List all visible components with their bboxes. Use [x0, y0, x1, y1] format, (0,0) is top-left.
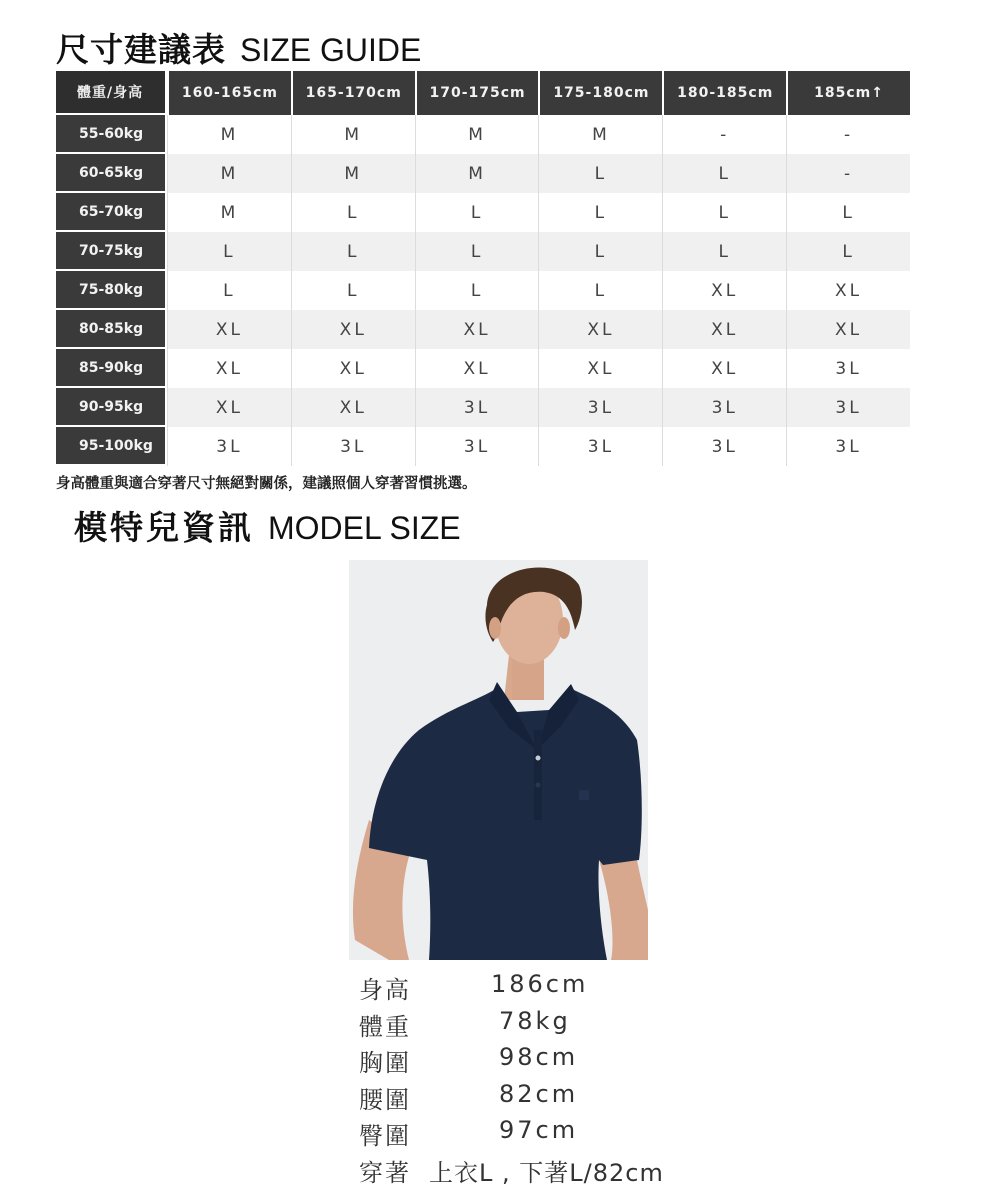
spec-row [359, 968, 679, 1005]
size-cell: L [538, 154, 662, 193]
column-header: 165-170cm [291, 71, 415, 115]
column-header: 185cm↑ [786, 71, 910, 115]
model-title-zh: 模特兒資訊 [74, 508, 254, 547]
column-header: 180-185cm [662, 71, 786, 115]
size-cell: M [291, 154, 415, 193]
model-photo [349, 560, 648, 960]
size-cell: L [538, 271, 662, 310]
size-cell: - [786, 115, 910, 154]
row-weight-label: 70-75kg [56, 232, 167, 271]
table-row [56, 388, 910, 427]
size-cell: 3L [415, 388, 539, 427]
table-row [56, 232, 910, 271]
row-weight-label: 90-95kg [56, 388, 167, 427]
column-header: 160-165cm [167, 71, 291, 115]
size-cell: - [786, 154, 910, 193]
table-row [56, 115, 910, 154]
size-cell: XL [291, 388, 415, 427]
size-cell: XL [786, 271, 910, 310]
size-table-header [56, 71, 910, 115]
model-title [74, 502, 461, 549]
spec-label: 體重 [359, 1012, 411, 1041]
size-cell: L [415, 271, 539, 310]
row-weight-label: 80-85kg [56, 310, 167, 349]
table-row [56, 310, 910, 349]
size-cell: XL [538, 310, 662, 349]
size-cell: L [662, 193, 786, 232]
size-cell: L [167, 271, 291, 310]
spec-label: 胸圍 [359, 1049, 411, 1077]
size-cell: XL [291, 349, 415, 388]
size-table [56, 71, 910, 466]
size-cell: L [167, 232, 291, 271]
size-cell: XL [415, 310, 539, 349]
size-cell: M [415, 154, 539, 193]
spec-row [359, 1114, 679, 1151]
size-guide-title [56, 24, 421, 71]
size-cell: 3L [538, 388, 662, 427]
size-table-body [56, 115, 910, 466]
size-cell: XL [291, 310, 415, 349]
size-cell: 3L [291, 427, 415, 466]
row-weight-label: 75-80kg [56, 271, 167, 310]
size-cell: XL [167, 349, 291, 388]
size-cell: XL [786, 310, 910, 349]
size-cell: L [291, 232, 415, 271]
column-header: 170-175cm [415, 71, 539, 115]
size-cell: L [786, 232, 910, 271]
spec-value: 82cm [499, 1079, 579, 1108]
corner-label: 體重/身高 [56, 71, 167, 115]
size-cell: XL [167, 310, 291, 349]
size-cell: L [662, 154, 786, 193]
size-cell: L [538, 232, 662, 271]
size-cell: XL [662, 349, 786, 388]
spec-value: 186cm [491, 970, 589, 998]
size-cell: L [291, 193, 415, 232]
spec-label: 臀圍 [359, 1122, 411, 1150]
spec-label: 身高 [359, 976, 411, 1004]
wear-value: 上衣L , 下著L/82cm [429, 1158, 664, 1187]
spec-row [359, 1005, 679, 1042]
size-cell: L [291, 271, 415, 310]
size-cell: M [167, 115, 291, 154]
spec-value: 98cm [499, 1043, 579, 1071]
table-row [56, 427, 910, 466]
size-cell: 3L [167, 427, 291, 466]
size-cell: 3L [786, 427, 910, 466]
size-cell: XL [538, 349, 662, 388]
wear-label: 穿著 [359, 1158, 411, 1187]
size-cell: M [167, 193, 291, 232]
row-weight-label: 60-65kg [56, 154, 167, 193]
table-row [56, 271, 910, 310]
size-cell: L [786, 193, 910, 232]
size-cell: 3L [538, 427, 662, 466]
size-cell: 3L [662, 388, 786, 427]
size-cell: - [662, 115, 786, 154]
size-cell: L [662, 232, 786, 271]
size-cell: L [538, 193, 662, 232]
size-cell: M [291, 115, 415, 154]
table-row [56, 154, 910, 193]
table-row [56, 349, 910, 388]
spec-row [359, 1041, 679, 1078]
row-weight-label: 55-60kg [56, 115, 167, 154]
size-cell: 3L [415, 427, 539, 466]
table-row [56, 193, 910, 232]
size-cell: M [415, 115, 539, 154]
column-header: 175-180cm [538, 71, 662, 115]
size-cell: 3L [662, 427, 786, 466]
size-cell: XL [662, 271, 786, 310]
size-guide-title-zh: 尺寸建議表 [56, 30, 226, 69]
size-cell: XL [415, 349, 539, 388]
size-cell: 3L [786, 349, 910, 388]
spec-row-wear [359, 1151, 679, 1188]
size-cell: L [415, 232, 539, 271]
size-note: 身高體重與適合穿著尺寸無絕對關係，建議照個人穿著習慣挑選。 [56, 476, 477, 492]
row-weight-label: 95-100kg [56, 427, 167, 466]
size-cell: M [538, 115, 662, 154]
size-cell: L [415, 193, 539, 232]
spec-row [359, 1078, 679, 1115]
model-title-en: MODEL SIZE [268, 510, 461, 546]
spec-value: 78kg [499, 1006, 571, 1035]
model-specs [359, 968, 679, 1187]
model-photo-illustration [349, 560, 648, 960]
size-cell: M [167, 154, 291, 193]
spec-value: 97cm [499, 1116, 579, 1144]
size-cell: 3L [786, 388, 910, 427]
row-weight-label: 85-90kg [56, 349, 167, 388]
spec-label: 腰圍 [359, 1085, 411, 1114]
size-cell: XL [167, 388, 291, 427]
size-cell: XL [662, 310, 786, 349]
row-weight-label: 65-70kg [56, 193, 167, 232]
size-guide-title-en: SIZE GUIDE [240, 32, 422, 68]
